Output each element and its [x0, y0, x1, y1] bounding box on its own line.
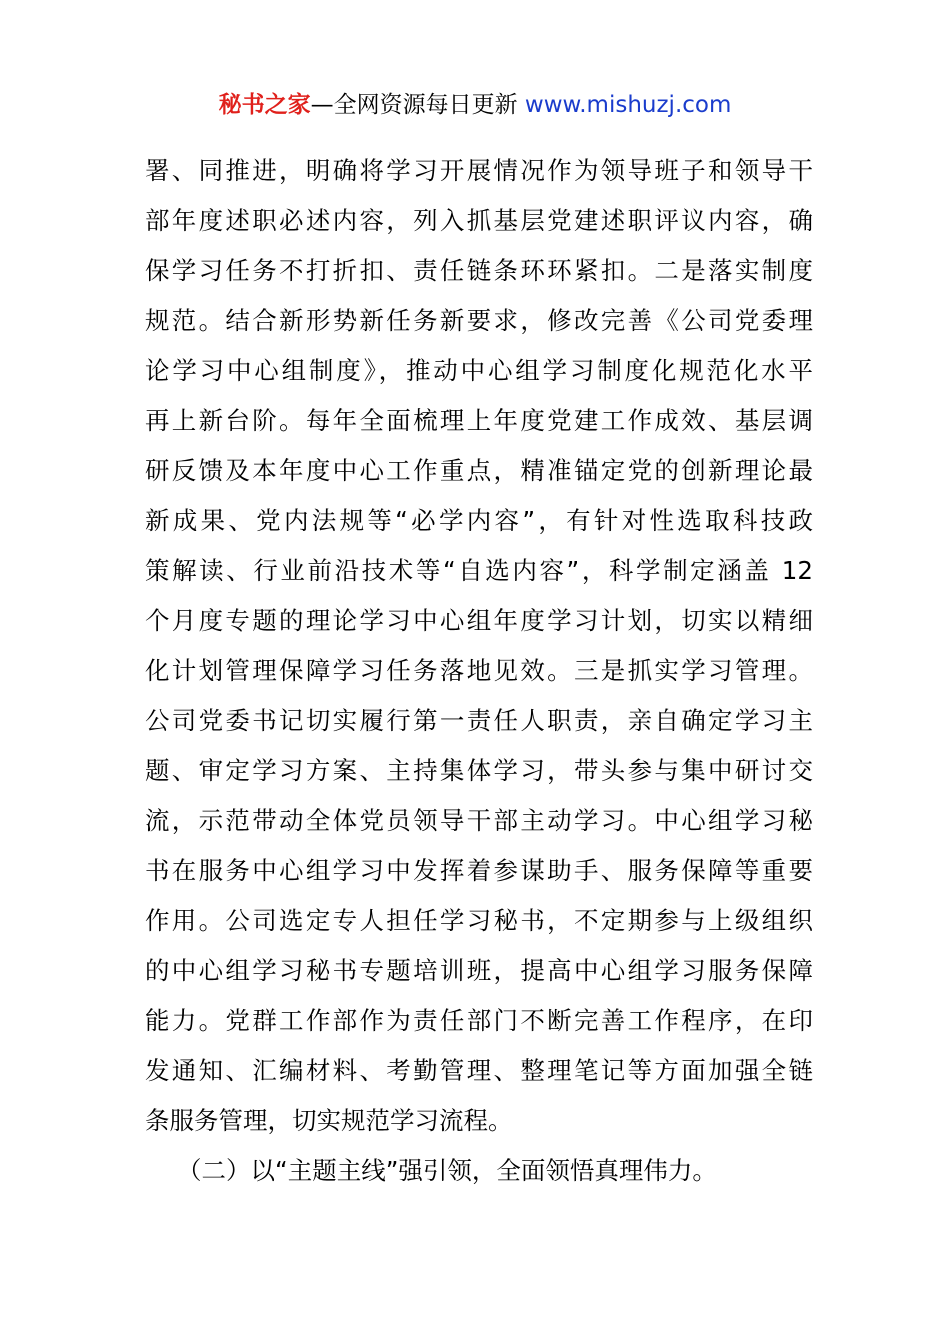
- body-line: 保学习任务不打折扣、责任链条环环紧扣。二是落实制度: [145, 256, 813, 285]
- body-line: 研反馈及本年度中心工作重点，精准锚定党的创新理论最: [145, 456, 813, 485]
- site-tagline: —全网资源每日更新: [310, 92, 518, 118]
- body-line: 个月度专题的理论学习中心组年度学习计划，切实以精细: [145, 606, 813, 635]
- site-brand: 秘书之家: [218, 92, 311, 118]
- body-line: 署、同推进，明确将学习开展情况作为领导班子和领导干: [145, 156, 813, 185]
- body-line: 策解读、行业前沿技术等“自选内容”，科学制定涵盖 12: [145, 556, 813, 585]
- body-line: 题、审定学习方案、主持集体学习，带头参与集中研讨交: [145, 756, 813, 785]
- body-line: 能力。党群工作部作为责任部门不断完善工作程序，在印: [145, 1006, 813, 1035]
- body-line: 流，示范带动全体党员领导干部主动学习。中心组学习秘: [145, 806, 813, 835]
- body-line: 再上新台阶。每年全面梳理上年度党建工作成效、基层调: [145, 406, 813, 435]
- body-line: 论学习中心组制度》，推动中心组学习制度化规范化水平: [145, 356, 813, 385]
- body-line: 规范。结合新形势新任务新要求，修改完善《公司党委理: [145, 306, 813, 335]
- body-line: 书在服务中心组学习中发挥着参谋助手、服务保障等重要: [145, 856, 813, 885]
- body-line: 的中心组学习秘书专题培训班，提高中心组学习服务保障: [145, 956, 813, 985]
- body-line: 条服务管理，切实规范学习流程。: [145, 1106, 513, 1135]
- section-heading: （二）以“主题主线”强引领，全面领悟真理伟力。: [177, 1156, 717, 1185]
- body-line: 作用。公司选定专人担任学习秘书，不定期参与上级组织: [145, 906, 813, 935]
- body-line: 新成果、党内法规等“必学内容”，有针对性选取科技政: [145, 506, 813, 535]
- body-line: 发通知、汇编材料、考勤管理、整理笔记等方面加强全链: [145, 1056, 813, 1085]
- document-body: [145, 146, 813, 1196]
- body-line: 部年度述职必述内容，列入抓基层党建述职评议内容，确: [145, 206, 813, 235]
- body-line: 化计划管理保障学习任务落地见效。三是抓实学习管理。: [145, 656, 813, 685]
- body-line: 公司党委书记切实履行第一责任人职责，亲自确定学习主: [145, 706, 813, 735]
- page-header: [0, 88, 950, 122]
- site-url-link[interactable]: www.mishuzj.com: [524, 92, 732, 118]
